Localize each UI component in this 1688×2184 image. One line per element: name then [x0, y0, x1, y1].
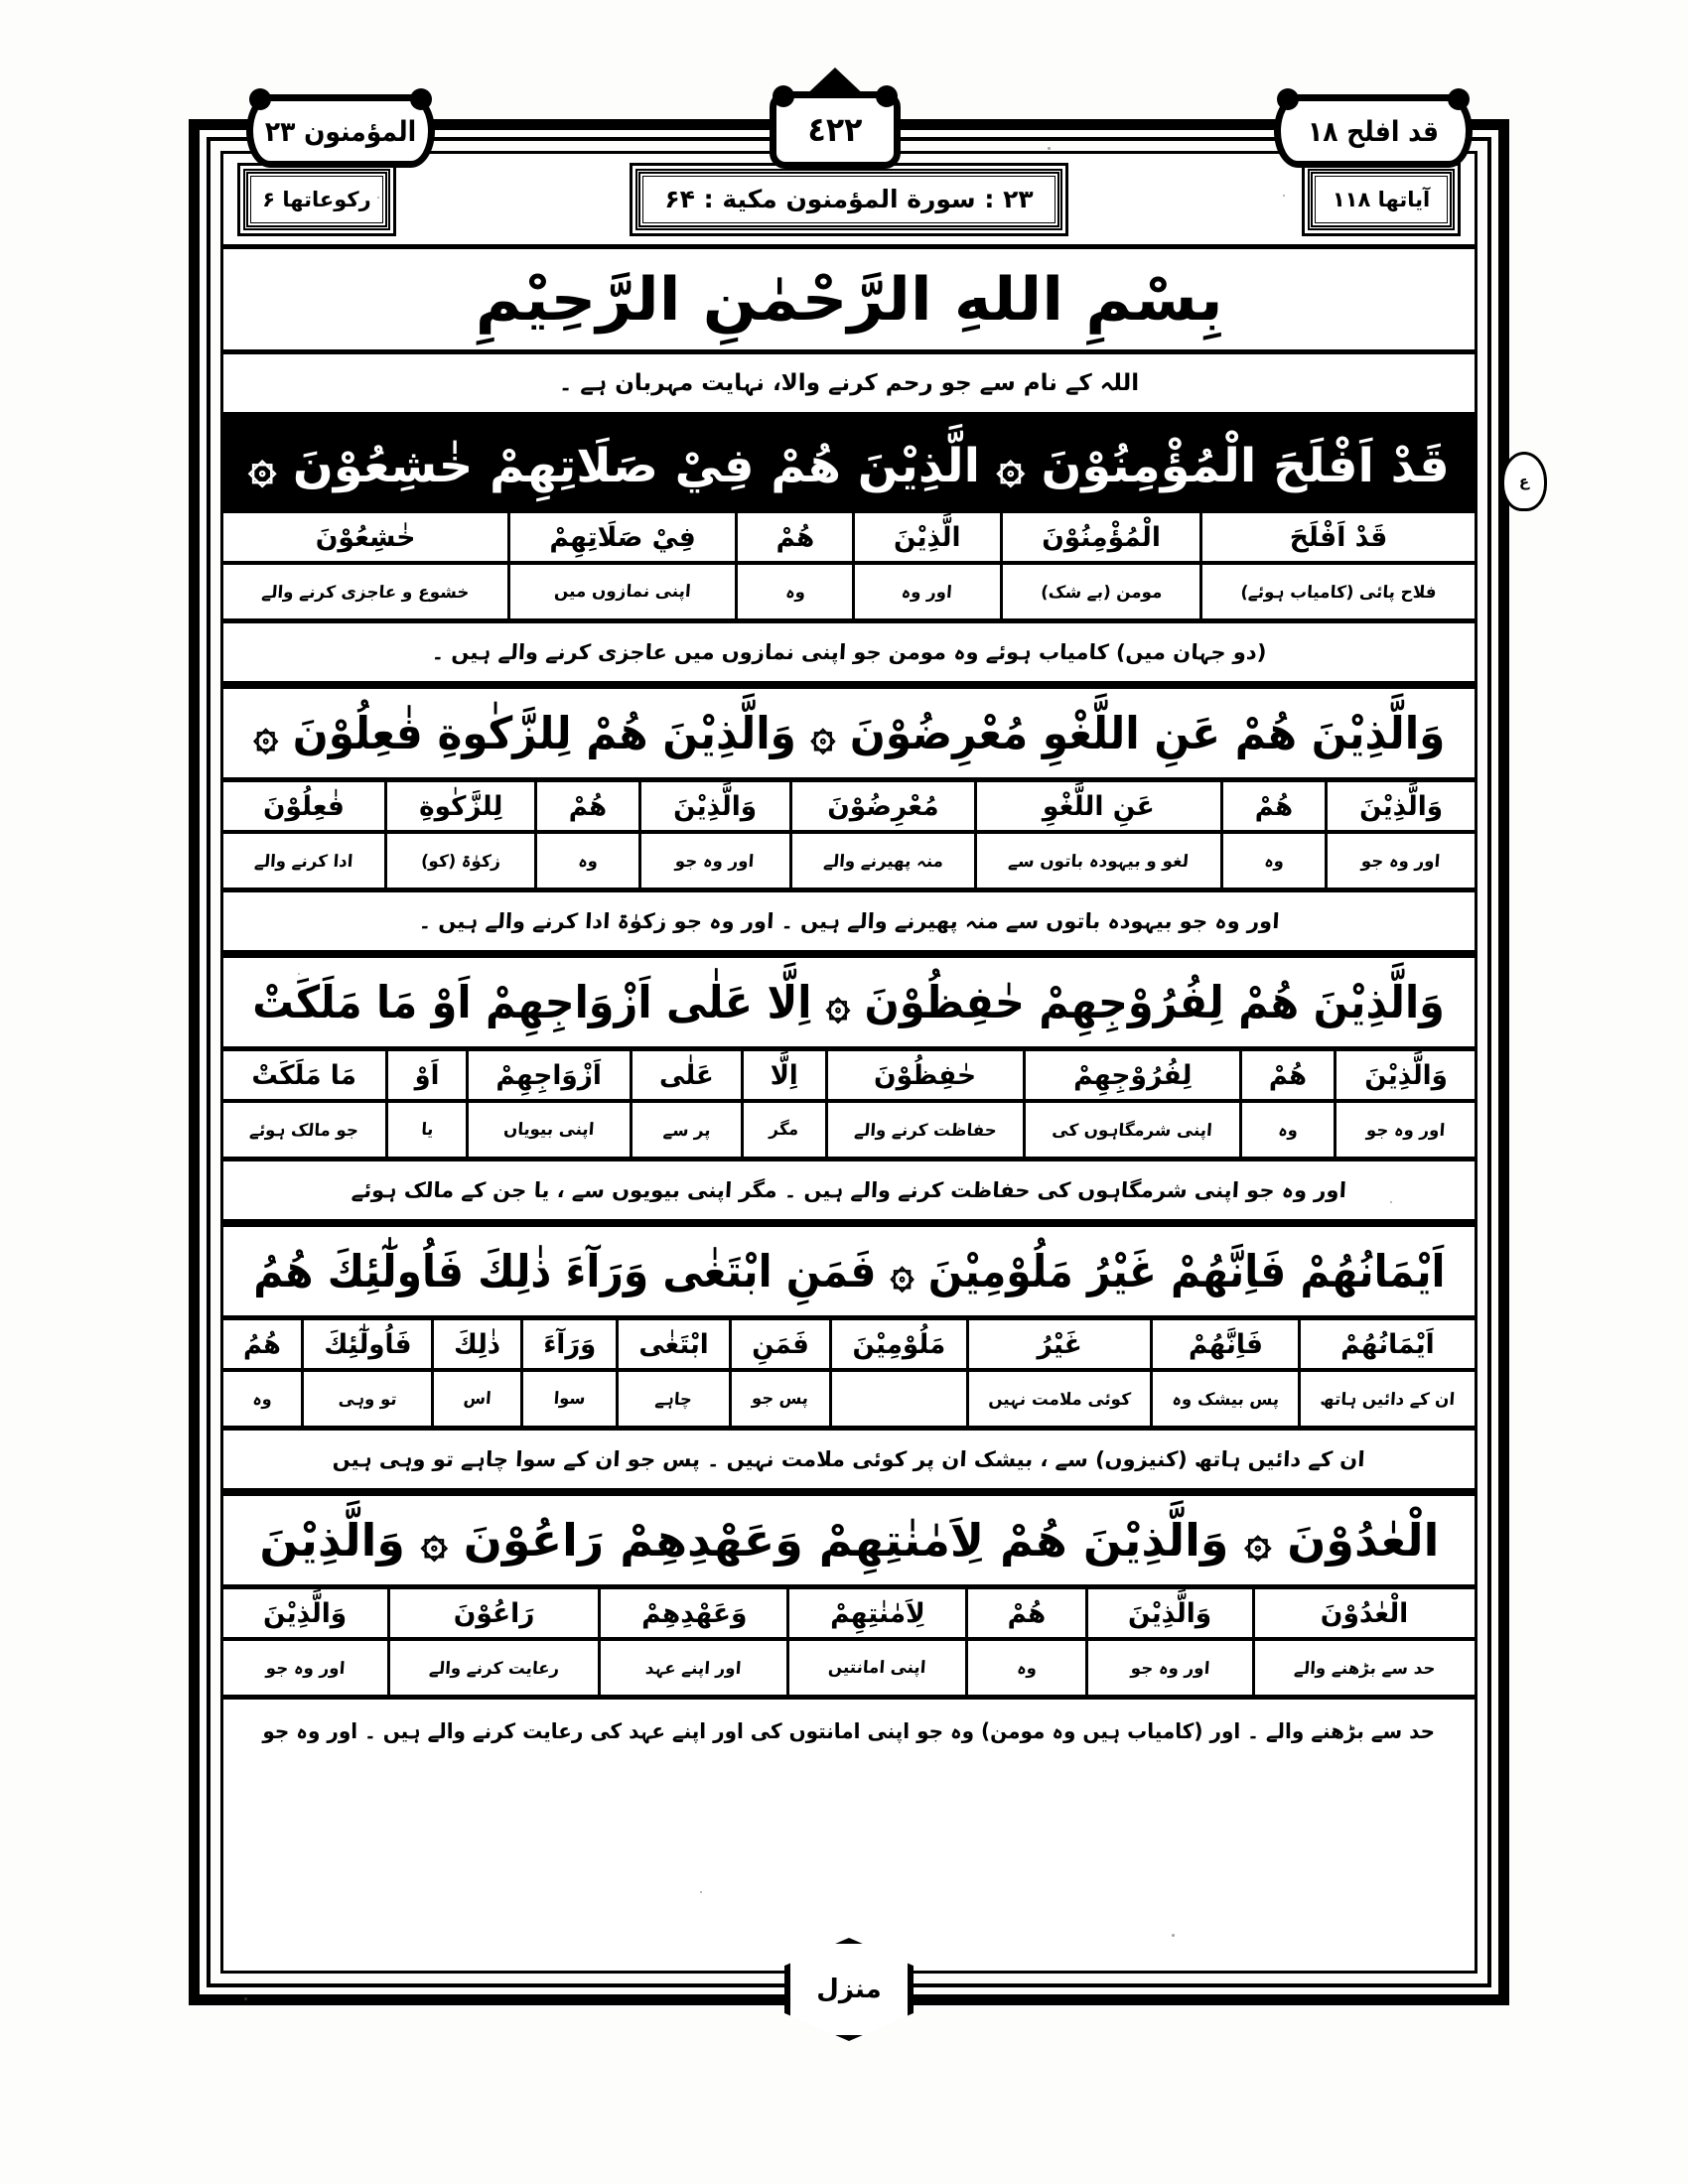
ruku-count-label: ركوعاتها ۶: [262, 187, 371, 211]
word-urdu-gloss: اپنی بیویاں: [502, 1120, 596, 1140]
page-number-label: ٤٢٢: [807, 110, 863, 150]
word-cell: [223, 1589, 387, 1695]
word-arabic: مُعْرِضُوْنَ: [792, 782, 975, 834]
word-arabic: رَاعُوْنَ: [390, 1589, 599, 1641]
word-cell: [1220, 782, 1325, 887]
word-cell: [1000, 513, 1200, 618]
bismillah-urdu-row: [223, 354, 1475, 418]
word-cell: [1252, 1589, 1475, 1695]
verse-translation-text: (دو جہان میں) کامیاب ہوئے وہ مومن جو اپنی نمازوں میں عاجزی کرنے والے ہیں ۔: [431, 640, 1267, 664]
word-cell: [616, 1320, 729, 1426]
word-cell: [1150, 1320, 1299, 1426]
ayah-arabic-band: [223, 956, 1475, 1051]
word-cell: [965, 1589, 1085, 1695]
word-arabic: غَيْرُ: [969, 1320, 1150, 1372]
word-cell: [520, 1320, 616, 1426]
word-urdu-gloss: کوئی ملامت نہیں: [987, 1389, 1131, 1410]
word-arabic: وَالَّذِيْنَ: [223, 1589, 387, 1641]
word-urdu-gloss: جو مالک ہوئے: [248, 1120, 359, 1141]
word-arabic: هُمْ: [738, 513, 853, 565]
word-urdu-gloss: حد سے بڑھنے والے: [1293, 1658, 1437, 1679]
word-urdu-gloss: چاہے: [654, 1389, 694, 1410]
word-arabic: مَلُوْمِيْنَ: [832, 1320, 965, 1372]
word-cell: [729, 1320, 829, 1426]
verse-translation-text: حد سے بڑھنے والے ۔ اور (کامیاب ہیں وہ مومن) وہ جو اپنی امانتوں کی اور اپنے عہد کی رعایت کرنے والے ہیں ۔ اور وہ جو: [262, 1719, 1436, 1743]
word-arabic: ابْتَغٰى: [619, 1320, 729, 1372]
ayah-arabic-text: وَالَّذِيْنَ هُمْ لِفُرُوْجِهِمْ حٰفِظُوْنَ ۞ اِلَّا عَلٰى اَزْوَاجِهِمْ اَوْ مَا مَلَكَتْ: [252, 976, 1446, 1028]
word-urdu-gloss: وہ: [1277, 1120, 1299, 1141]
scan-speckle: [298, 973, 300, 975]
word-arabic: وَالَّذِيْنَ: [1328, 782, 1475, 834]
word-arabic: هُمْ: [537, 782, 638, 834]
bismillah-row: [223, 249, 1475, 354]
scan-speckle: [1172, 1934, 1175, 1937]
word-arabic: فٰعِلُوْنَ: [223, 782, 384, 834]
word-cell: [387, 1589, 599, 1695]
word-arabic: هُمْ: [1242, 1051, 1334, 1103]
word-arabic: اَوْ: [388, 1051, 466, 1103]
word-arabic: هُمُ: [223, 1320, 301, 1372]
word-by-word-table: [223, 1589, 1475, 1700]
verse-block: [223, 956, 1475, 1225]
surah-name-badge: [246, 94, 435, 168]
word-arabic: لِلزَّكٰوةِ: [387, 782, 535, 834]
word-urdu-gloss: [830, 1372, 967, 1426]
word-cell: [385, 1051, 466, 1157]
word-urdu-gloss: اور وہ جو: [264, 1658, 346, 1679]
word-arabic: فَاِنَّهُمْ: [1153, 1320, 1299, 1372]
word-arabic: فِيْ صَلَاتِهِمْ: [510, 513, 735, 565]
word-arabic: وَالَّذِيْنَ: [1336, 1051, 1475, 1103]
word-arabic: وَرَآءَ: [523, 1320, 616, 1372]
word-urdu-gloss: اور اپنے عہد: [644, 1658, 743, 1679]
ruku-count-box: [243, 169, 390, 230]
word-arabic: لِاَمٰنٰتِهِمْ: [789, 1589, 965, 1641]
verse-translation-row: [223, 892, 1475, 956]
word-urdu-gloss: پس جو: [751, 1389, 810, 1409]
word-cell: [638, 782, 788, 887]
word-urdu-gloss: یا: [420, 1120, 434, 1140]
word-arabic: اَيْمَانُهُمْ: [1301, 1320, 1475, 1372]
word-arabic: ذٰلِكَ: [434, 1320, 520, 1372]
word-urdu-gloss: اس: [463, 1389, 492, 1409]
verse-blocks-container: [223, 418, 1475, 1763]
word-cell: [852, 513, 999, 618]
verse-translation-text: اور وہ جو اپنی شرمگاہوں کی حفاظت کرنے والے ہیں ۔ مگر اپنی بیویوں سے ، یا جن کے مالک ہوئے: [351, 1178, 1347, 1202]
word-cell: [507, 513, 735, 618]
word-urdu-gloss: پس بیشک وہ: [1171, 1389, 1280, 1410]
word-arabic: اِلَّا: [744, 1051, 825, 1103]
surah-title-label: ۲۳ : سورة المؤمنون مكية : ۶۴: [664, 185, 1034, 213]
verse-block: [223, 1494, 1475, 1763]
surah-name-badge-label: المؤمنون ۲۳: [264, 114, 417, 148]
word-urdu-gloss: اور وہ جو: [1130, 1658, 1210, 1679]
word-cell: [431, 1320, 520, 1426]
word-cell: [630, 1051, 741, 1157]
word-cell: [223, 1320, 301, 1426]
word-cell: [1334, 1051, 1475, 1157]
word-cell: [741, 1051, 825, 1157]
word-arabic: اَزْوَاجِهِمْ: [469, 1051, 630, 1103]
verse-translation-row: [223, 1700, 1475, 1763]
word-arabic: الَّذِيْنَ: [855, 513, 999, 565]
word-arabic: الْمُؤْمِنُوْنَ: [1003, 513, 1200, 565]
scan-speckle: [377, 197, 379, 199]
verse-translation-row: [223, 1161, 1475, 1225]
verse-translation-row: [223, 623, 1475, 687]
ayah-arabic-band: [223, 418, 1475, 513]
word-cell: [1023, 1051, 1239, 1157]
page-content-frame: [220, 151, 1477, 1974]
word-urdu-gloss: اور وہ: [901, 582, 954, 603]
word-cell: [974, 782, 1220, 887]
word-cell: [223, 513, 507, 618]
word-urdu-gloss: اور وہ جو: [1365, 1120, 1446, 1141]
word-arabic: عَنِ اللَّغْوِ: [977, 782, 1220, 834]
ayah-arabic-text: قَدْ اَفْلَحَ الْمُؤْمِنُوْنَ ۞ الَّذِيْنَ هُمْ فِيْ صَلَاتِهِمْ خٰشِعُوْنَ ۞: [248, 438, 1450, 493]
word-arabic: هُمْ: [968, 1589, 1085, 1641]
word-cell: [786, 1589, 965, 1695]
scan-speckle: [244, 1997, 247, 2000]
word-urdu-gloss: ان کے دائیں ہاتھ: [1320, 1389, 1457, 1410]
scan-speckle: [1390, 1201, 1392, 1203]
word-arabic: قَدْ اَفْلَحَ: [1202, 513, 1475, 565]
ayah-arabic-text: اَيْمَانُهُمْ فَاِنَّهُمْ غَيْرُ مَلُوْمِيْنَ ۞ فَمَنِ ابْتَغٰى وَرَآءَ ذٰلِكَ فَاُولٰٓئِكَ هُمُ: [252, 1245, 1446, 1297]
word-cell: [384, 782, 535, 887]
word-cell: [223, 782, 384, 887]
word-urdu-gloss: تو وہی: [337, 1389, 398, 1410]
word-urdu-gloss: اپنی نمازوں میں: [553, 582, 692, 602]
verse-block: [223, 1225, 1475, 1494]
ayah-arabic-text: وَالَّذِيْنَ هُمْ عَنِ اللَّغْوِ مُعْرِضُوْنَ ۞ وَالَّذِيْنَ هُمْ لِلزَّكٰوةِ فٰعِلُوْنَ ۞: [252, 707, 1446, 759]
word-urdu-gloss: اور وہ جو: [675, 851, 756, 872]
juz-name-badge: [1274, 94, 1473, 168]
word-cell: [829, 1320, 965, 1426]
scan-speckle: [1283, 195, 1285, 197]
word-cell: [789, 782, 975, 887]
verse-block: [223, 687, 1475, 956]
word-urdu-gloss: اپنی امانتیں: [827, 1658, 927, 1678]
word-urdu-gloss: اور وہ جو: [1360, 851, 1442, 872]
word-cell: [223, 1051, 385, 1157]
word-cell: [1199, 513, 1475, 618]
word-cell: [825, 1051, 1024, 1157]
bismillah-arabic: بِسْمِ اللهِ الرَّحْمٰنِ الرَّحِيْمِ: [475, 264, 1223, 335]
word-urdu-gloss: ادا کرنے والے: [253, 851, 354, 872]
word-cell: [534, 782, 638, 887]
word-by-word-table: [223, 1320, 1475, 1431]
verse-translation-row: [223, 1431, 1475, 1494]
ayah-arabic-band: [223, 1225, 1475, 1320]
word-arabic: الْعٰدُوْنَ: [1255, 1589, 1475, 1641]
word-by-word-table: [223, 782, 1475, 892]
word-arabic: هُمْ: [1223, 782, 1325, 834]
word-arabic: فَاُولٰٓئِكَ: [304, 1320, 432, 1372]
word-arabic: مَا مَلَكَتْ: [223, 1051, 385, 1103]
word-cell: [1325, 782, 1475, 887]
word-cell: [466, 1051, 630, 1157]
scan-speckle: [1048, 147, 1051, 150]
verse-translation-text: اور وہ جو بیہودہ باتوں سے منہ پھیرنے والے ہیں ۔ اور وہ جو زکوٰۃ ادا کرنے والے ہیں ۔: [418, 909, 1280, 933]
word-by-word-table: [223, 513, 1475, 623]
word-arabic: وَعَهْدِهِمْ: [601, 1589, 786, 1641]
word-cell: [1085, 1589, 1252, 1695]
word-urdu-gloss: منہ پھیرنے والے: [822, 851, 944, 872]
ayat-count-label: آياتها ۱۱۸: [1332, 187, 1431, 211]
word-arabic: وَالَّذِيْنَ: [1088, 1589, 1252, 1641]
word-cell: [1239, 1051, 1334, 1157]
word-urdu-gloss: مگر: [769, 1120, 800, 1140]
word-arabic: فَمَنِ: [732, 1320, 829, 1372]
word-urdu-gloss: اپنی شرمگاہوں کی: [1052, 1120, 1214, 1141]
scan-speckle: [700, 1891, 702, 1893]
word-arabic: خٰشِعُوْنَ: [223, 513, 507, 565]
word-arabic: وَالَّذِيْنَ: [641, 782, 788, 834]
word-cell: [301, 1320, 432, 1426]
word-urdu-gloss: وہ: [1016, 1658, 1038, 1679]
word-urdu-gloss: لغو و بیہودہ باتوں سے: [1007, 851, 1190, 872]
word-urdu-gloss: وہ: [783, 582, 806, 603]
page-number-badge: [770, 91, 901, 169]
word-urdu-gloss: زکوٰۃ (کو): [420, 851, 501, 872]
word-urdu-gloss: خشوع و عاجزی کرنے والے: [260, 582, 471, 603]
manzil-marker: [784, 1938, 914, 2041]
word-urdu-gloss: رعایت کرنے والے: [428, 1658, 560, 1679]
word-urdu-gloss: وہ: [251, 1389, 273, 1410]
ruku-margin-ornament-label: ع: [1518, 473, 1530, 490]
ayat-count-box: [1308, 169, 1455, 230]
word-by-word-table: [223, 1051, 1475, 1161]
word-arabic: عَلٰى: [633, 1051, 741, 1103]
manzil-label-wrap: [784, 1938, 914, 2041]
bismillah-urdu-translation: اللہ کے نام سے جو رحم کرنے والا، نہایت مہربان ہے ۔: [558, 370, 1140, 396]
word-urdu-gloss: فلاح پائی (کامیاب ہوئے): [1239, 582, 1438, 603]
word-urdu-gloss: وہ: [577, 851, 599, 872]
verse-block: [223, 418, 1475, 687]
ayah-arabic-band: [223, 1494, 1475, 1589]
word-urdu-gloss: مومن (بے شک): [1039, 582, 1163, 603]
word-urdu-gloss: وہ: [1263, 851, 1285, 872]
word-urdu-gloss: سوا: [553, 1389, 587, 1409]
ayah-arabic-band: [223, 687, 1475, 782]
word-cell: [598, 1589, 786, 1695]
word-urdu-gloss: حفاظت کرنے والے: [853, 1120, 998, 1141]
surah-title-box: [635, 169, 1062, 230]
word-cell: [966, 1320, 1150, 1426]
ruku-margin-ornament-icon: [1501, 452, 1547, 511]
word-arabic: حٰفِظُوْنَ: [828, 1051, 1024, 1103]
juz-name-badge-label: قد افلح ۱۸: [1308, 114, 1439, 148]
word-urdu-gloss: پر سے: [661, 1120, 711, 1141]
verse-translation-text: ان کے دائیں ہاتھ (کنیزوں) سے ، بیشک ان پر کوئی ملامت نہیں ۔ پس جو ان کے سوا چاہے تو وہی ہیں: [332, 1447, 1366, 1471]
word-cell: [735, 513, 853, 618]
word-cell: [1298, 1320, 1475, 1426]
word-arabic: لِفُرُوْجِهِمْ: [1026, 1051, 1239, 1103]
ayah-arabic-text: الْعٰدُوْنَ ۞ وَالَّذِيْنَ هُمْ لِاَمٰنٰتِهِمْ وَعَهْدِهِمْ رَاعُوْنَ ۞ وَالَّذِيْنَ: [258, 1514, 1440, 1567]
manzil-label: منزل: [816, 1975, 882, 2004]
